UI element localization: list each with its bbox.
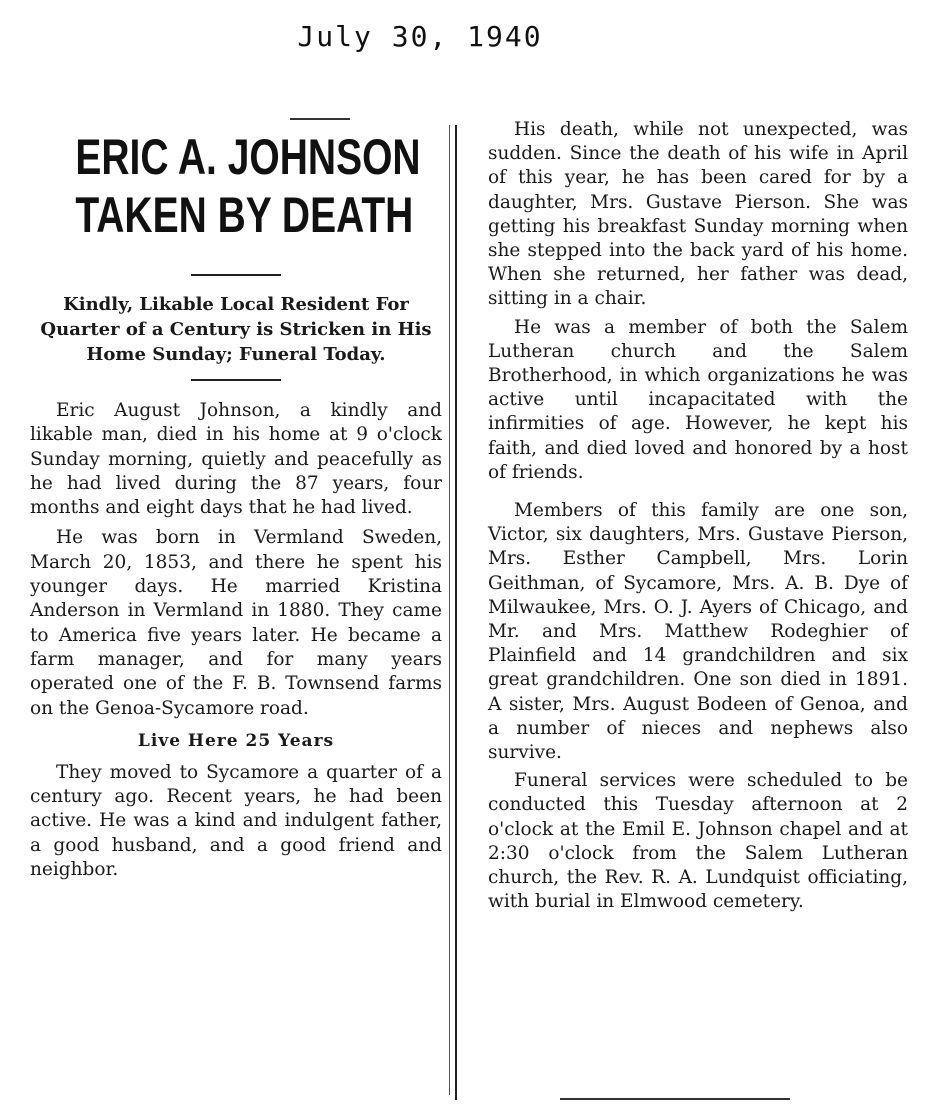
clipping-date: July 30, 1940 <box>297 20 543 53</box>
column-divider <box>455 125 457 1100</box>
subheadline: Kindly, Likable Local Resident For Quarter of a Century is Stricken in His Home Sunday; Funeral Today. <box>40 294 432 365</box>
paragraph: He was a member of both the Salem Lutheran church and the Salem Brotherhood, in which organizations he was active until incapacitated with the infirmities of age. However, he kept his faith, and died loved and honored by a host of friends. <box>488 316 908 483</box>
column-divider-thin <box>449 125 450 1095</box>
headline <box>30 128 442 260</box>
paragraph: Members of this family are one son, Victor, six daughters, Mrs. Gustave Pierson, Mrs. Esther Campbell, Mrs. Lorin Geithman, of Sycamore, Mrs. A. B. Dye of Milwaukee, Mrs. O. J. Ayers of Chicago, and Mr. and Mrs. Matthew Rodeghier of Plainfield and 14 grandchildren and six great grandchildren. One son died in 1891. A sister, Mrs. August Bodeen of Genoa, and a number of nieces and nephews also survive. <box>488 500 908 764</box>
paragraph: His death, while not unexpected, was sudden. Since the death of his wife in April of this year, he has been cared for by a daughter, Mrs. Gustave Pierson. She was getting his breakfast Sunday morning when she stepped into the back yard of his home. When she returned, her father was dead, sitting in a chair. <box>488 119 908 310</box>
paragraph: Eric August Johnson, a kindly and likable man, died in his home at 9 o'clock Sunday morning, quietly and peacefully as he had lived during the 87 years, four months and eight days that he had lived. <box>30 400 442 519</box>
section-heading: Live Here 25 Years <box>137 730 335 751</box>
paragraph: Funeral services were scheduled to be conducted this Tuesday afternoon at 2 o'clock at the Emil E. Johnson chapel and at 2:30 o'clock from the Salem Lutheran church, the Rev. R. A. Lundquist officiating, with burial in Elmwood cemetery. <box>488 770 908 913</box>
headline-line-2: TAKEN BY DEATH <box>75 187 414 243</box>
headline-line-1: ERIC A. JOHNSON <box>75 129 421 185</box>
paragraph: They moved to Sycamore a quarter of a century ago. Recent years, he had been active. He was a kind and indulgent father, a good husband, and a good friend and neighbor. <box>30 761 442 881</box>
headline-rule <box>191 274 281 276</box>
paragraph: He was born in Vermland Sweden, March 20, 1853, and there he spent his younger days. He married Kristina Anderson in Vermland in 1880. They came to America five years later. He became a farm manager, and for many years operated one of the F. B. Townsend farms on the Genoa-Sycamore road. <box>30 527 442 719</box>
right-column <box>488 118 908 1098</box>
bottom-rule <box>560 1098 790 1100</box>
left-column <box>30 118 442 1098</box>
subhead-rule <box>191 379 281 381</box>
